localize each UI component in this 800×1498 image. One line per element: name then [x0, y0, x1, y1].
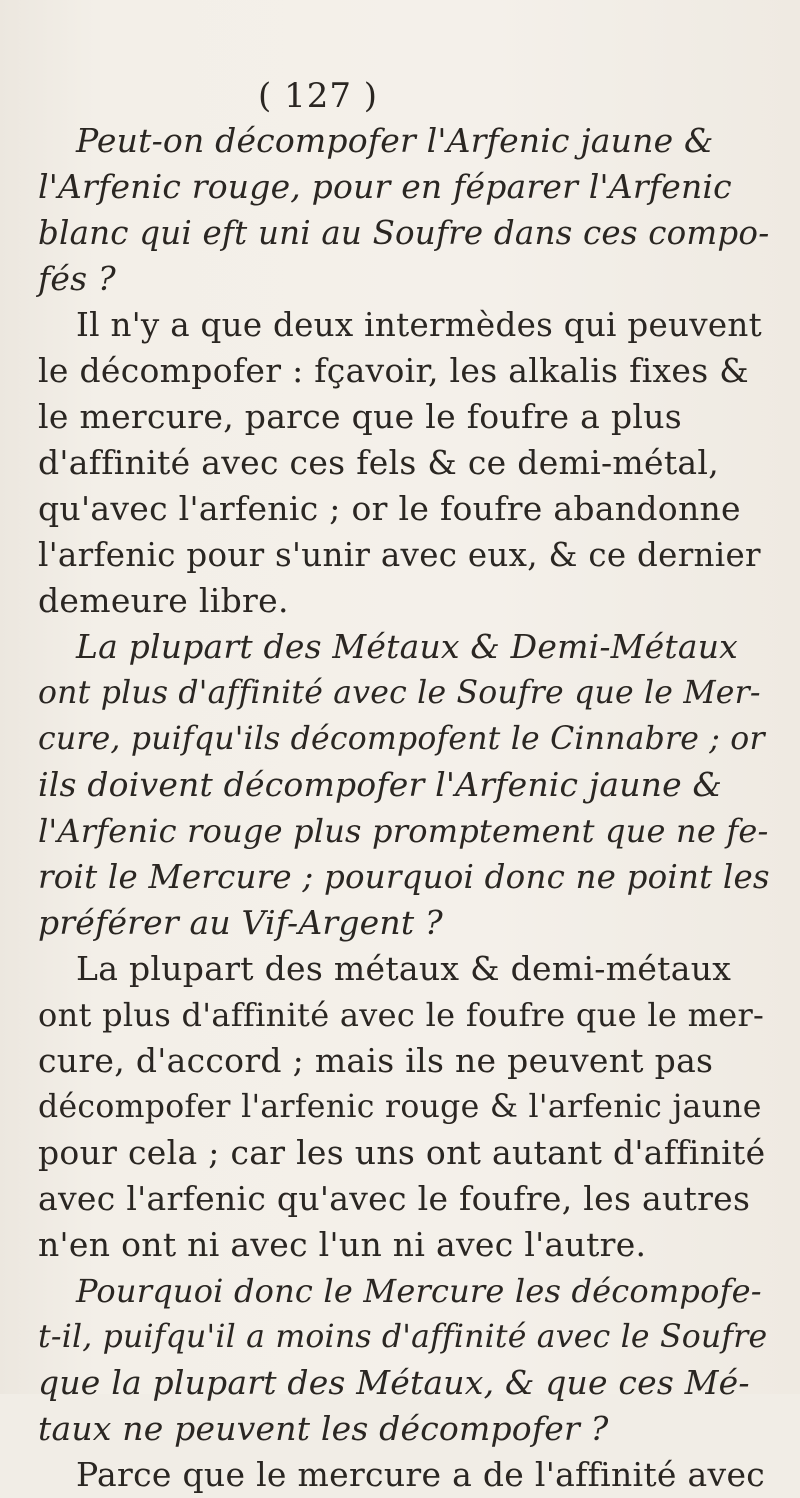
text-line: cure, d'accord ; mais ils ne peuvent pas [38, 1041, 714, 1080]
text-line: roit le Mercure ; pourquoi donc ne point les [38, 858, 770, 896]
text-line: d'affinité avec ces fels & ce demi-métal, [38, 443, 720, 482]
text-line: Parce que le mercure a de l'affinité avec [76, 1455, 766, 1494]
text-line: le mercure, parce que le foufre a plus [38, 397, 683, 436]
text-line: blanc qui eft uni au Soufre dans ces compo- [38, 214, 770, 252]
text-line: La plupart des métaux & demi-métaux [76, 949, 732, 988]
text-line: l'Arfenic rouge plus promptement que ne fe- [38, 812, 769, 850]
text-line: ont plus d'affinité avec le foufre que le mer- [38, 996, 765, 1034]
text-line: avec l'arfenic qu'avec le foufre, les autres [38, 1179, 751, 1218]
text-line: cure, puifqu'ils décompofent le Cinnabre ; or [38, 721, 765, 757]
text-line: l'Arfenic rouge, pour en féparer l'Arfenic [38, 167, 732, 206]
text-line: ils doivent décompofer l'Arfenic jaune & [38, 765, 723, 804]
text-line: décompofer l'arfenic rouge & l'arfenic jaune [38, 1089, 762, 1125]
text-line: ont plus d'affinité avec le Soufre que le Mer- [38, 675, 761, 711]
text-line: qu'avec l'arfenic ; or le foufre abandonne [38, 489, 741, 528]
text-line: t-il, puifqu'il a moins d'affinité avec le Soufre [38, 1319, 768, 1355]
text-block [38, 118, 770, 1498]
text-line: l'arfenic pour s'unir avec eux, & ce dernier [38, 536, 761, 574]
text-line: que la plupart des Métaux, & que ces Mé- [38, 1363, 750, 1402]
text-line: préférer au Vif-Argent ? [38, 903, 443, 942]
text-line: fés ? [38, 259, 116, 298]
page-number: ( 127 ) [258, 76, 379, 116]
text-line: demeure libre. [38, 581, 289, 620]
text-line: n'en ont ni avec l'un ni avec l'autre. [38, 1225, 647, 1264]
text-line: Il n'y a que deux intermèdes qui peuvent [76, 306, 763, 344]
text-line: Peut-on décompofer l'Arfenic jaune & [76, 121, 714, 160]
text-line: taux ne peuvent les décompofer ? [38, 1409, 609, 1448]
text-line: La plupart des Métaux & Demi-Métaux [76, 627, 738, 666]
text-line: pour cela ; car les uns ont autant d'affinité [38, 1133, 766, 1172]
text-line: Pourquoi donc le Mercure les décompofe- [76, 1272, 762, 1310]
text-line: le décompofer : fçavoir, les alkalis fixes & [38, 351, 749, 390]
